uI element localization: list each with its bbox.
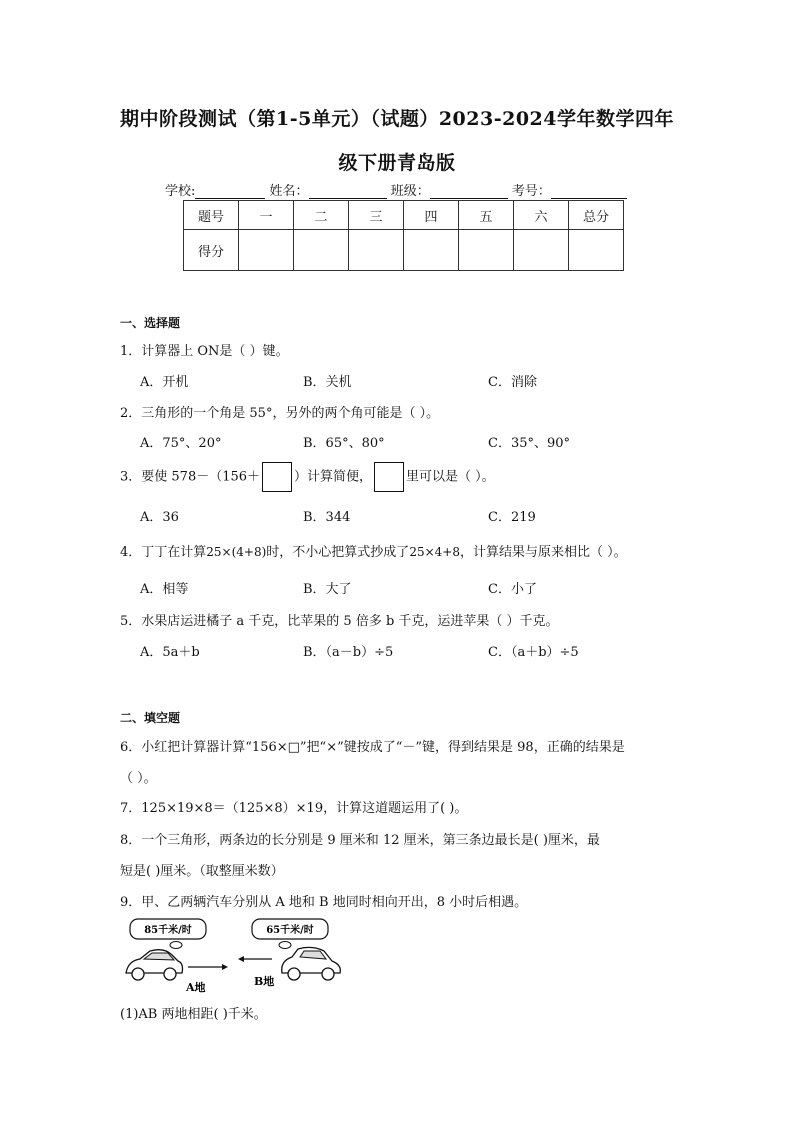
bubble-tail-a: [170, 942, 182, 949]
score-cell-header: 六: [514, 201, 569, 230]
arrow-right-head: [222, 964, 228, 970]
class-label: 班级：: [390, 184, 430, 199]
student-info-line: [165, 180, 627, 199]
question-8-line1: 8．一个三角形，两条边的长分别是 9 厘米和 12 厘米，第三条边最长是( )厘米，最: [120, 833, 600, 848]
school-field[interactable]: [195, 184, 265, 199]
q3-text-mid: ）计算简便，: [294, 469, 373, 485]
q2-option-b: B．65°、80°: [303, 436, 385, 451]
score-cell-header: 二: [294, 201, 349, 230]
question-4: [120, 541, 627, 560]
q3-text-post: 里可以是（ ）。: [406, 469, 495, 485]
question-7: 7．125×19×8＝（125×8）×19，计算这道题运用了( )。: [120, 801, 468, 816]
score-cell[interactable]: [294, 230, 349, 271]
score-cell-header: 三: [349, 201, 404, 230]
q5-option-a: A．5a＋b: [140, 645, 200, 660]
place-label-b: B地: [254, 975, 275, 988]
score-cell-header: 总分: [569, 201, 624, 230]
q5-option-c: C．（a＋b）÷5: [488, 645, 579, 660]
score-cell[interactable]: [569, 230, 624, 271]
question-1: 1．计算器上 ON是（ ）键。: [120, 344, 289, 359]
question-6-line1: 6．小红把计算器计算“156×□”把“×”键按成了“－”键，得到结果是 98，正确的结果是: [120, 740, 625, 755]
score-cell-header: 五: [459, 201, 514, 230]
q3-blank-box: [262, 462, 292, 492]
q4-option-c: C．小了: [488, 582, 537, 597]
class-field[interactable]: [430, 184, 508, 199]
question-6-line2: （ ）。: [120, 771, 157, 786]
page-title-line2: 级下册青岛版: [338, 152, 456, 174]
score-cell[interactable]: [404, 230, 459, 271]
exam-no-field[interactable]: [551, 184, 627, 199]
q1-option-c: C．消除: [488, 375, 537, 390]
car-a-icon: [126, 950, 183, 980]
q2-option-a: A．75°、20°: [140, 436, 222, 451]
q3-option-a: A．36: [140, 510, 179, 525]
speed-label-b: 65千米/时: [266, 925, 314, 936]
page-title-line1: 期中阶段测试（第1-5单元）（试题）2023-2024学年数学四年: [120, 108, 674, 130]
question-9: 9．甲、乙两辆汽车分别从 A 地和 B 地同时相向开出，8 小时后相遇。: [120, 895, 528, 910]
score-cell-header: 题号: [184, 201, 239, 230]
bubble-tail-b: [279, 942, 291, 949]
q3-option-b: B．344: [303, 510, 351, 525]
q1-option-a: A．开机: [140, 375, 189, 390]
q3-blank-box: [374, 462, 404, 492]
q4-expression-copied: 25×4+8: [409, 545, 460, 559]
name-field[interactable]: [309, 184, 387, 199]
score-cell[interactable]: [514, 230, 569, 271]
score-cell[interactable]: [349, 230, 404, 271]
q4-option-a: A．相等: [140, 582, 189, 597]
q4-option-b: B．大了: [303, 582, 352, 597]
score-table: [183, 200, 624, 271]
speed-label-a: 85千米/时: [144, 925, 192, 936]
question-8-line2: 短是( )厘米。（取整厘米数）: [120, 864, 284, 879]
q5-option-b: B．（a－b）÷5: [303, 645, 394, 660]
name-label: 姓名：: [269, 184, 309, 199]
exam-no-label: 考号：: [511, 184, 551, 199]
score-table-header-row: [184, 201, 624, 230]
question-9-part1: (1)AB 两地相距( )千米。: [120, 1007, 267, 1022]
car-b-icon: [282, 947, 341, 980]
score-cell-header: 一: [239, 201, 294, 230]
q9-cars-figure: [120, 915, 360, 995]
score-cell[interactable]: [459, 230, 514, 271]
question-3: [120, 462, 495, 492]
q1-option-b: B．关机: [303, 375, 352, 390]
score-row-label: 得分: [184, 230, 239, 271]
q2-option-c: C．35°、90°: [488, 436, 571, 451]
score-table-score-row: [184, 230, 624, 271]
arrow-left-head: [238, 956, 244, 962]
section2-title: 二、填空题: [120, 711, 181, 725]
q3-option-c: C．219: [488, 510, 536, 525]
q4-expression-original: 25×(4+8): [206, 545, 267, 559]
q3-text-pre: 3．要使 578－（156＋: [120, 469, 261, 485]
q4-text-post: ，计算结果与原来相比（ ）。: [459, 545, 627, 560]
q4-text-pre: 4．丁丁在计算: [120, 545, 207, 560]
score-cell[interactable]: [239, 230, 294, 271]
place-label-a: A地: [186, 981, 206, 994]
school-label: 学校:: [165, 184, 196, 199]
score-cell-header: 四: [404, 201, 459, 230]
question-2: 2．三角形的一个角是 55°，另外的两个角可能是（ ）。: [120, 406, 440, 421]
question-5: 5．水果店运进橘子 a 千克，比苹果的 5 倍多 b 千克，运进苹果（ ）千克。: [120, 614, 559, 629]
q4-text-mid: 时，不小心把算式抄成了: [266, 545, 410, 560]
section1-title: 一、选择题: [120, 316, 181, 330]
